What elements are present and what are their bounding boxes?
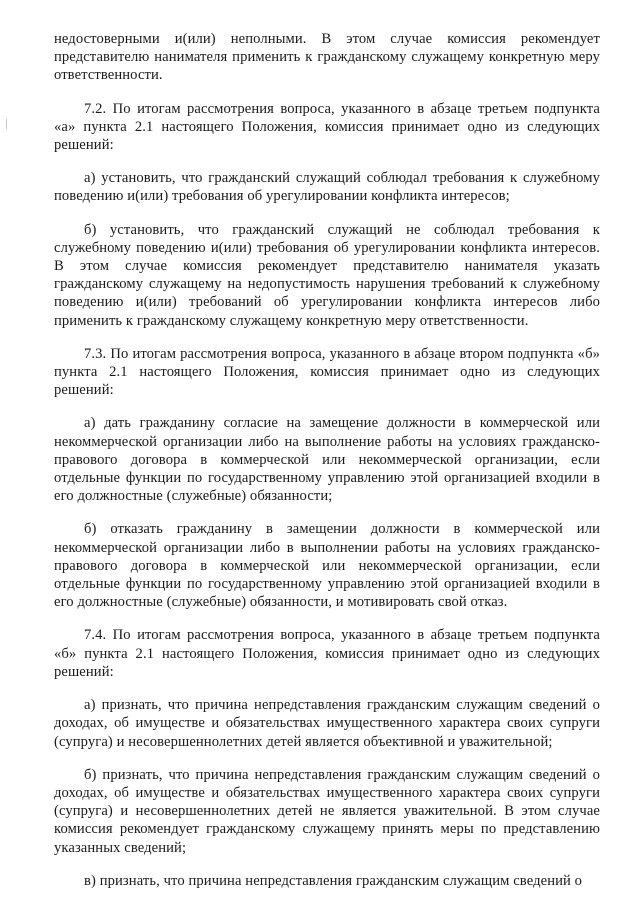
scan-margin-mark [6,119,7,129]
paragraph-7-3-a: а) дать гражданину согласие на замещение должности в коммерческой или некоммерческой организации либо на выполнение работы на условиях гражданско-правового договора в коммерческой или некоммерческой организации, если отдельные функции по государственному управлению этой организацией входили в его должностные (служебные) обязанности; [54,415,600,505]
paragraph-7-4-b: б) признать, что причина непредставления гражданским служащим сведений о доходах, об имуществе и обязательствах имущественного характера своих супруги (супруга) и несовершеннолетних детей не является уважительной. В этом случае комиссия рекомендует гражданскому служащему принять меры по представлению указанных сведений; [54,766,600,856]
paragraph-7-4: 7.4. По итогам рассмотрения вопроса, указанного в абзаце третьем подпункта «б» пункта 2.1 настоящего Положения, комиссия принимает одно из следующих решений: [54,627,600,680]
paragraph-7-4-a: а) признать, что причина непредставления гражданским служащим сведений о доходах, об имуществе и обязательствах имущественного характера своих супруги (супруга) и несовершеннолетних детей является объективной и уважительной; [54,697,600,750]
paragraph-7-2: 7.2. По итогам рассмотрения вопроса, указанного в абзаце третьем подпункта «а» пункта 2.1 настоящего Положения, комиссия принимает одно из следующих решений: [54,100,600,154]
paragraph-7-2-a: а) установить, что гражданский служащий соблюдал требования к служебному поведению и(или) требования об урегулировании конфликта интересов; [54,170,600,205]
text-column [54,30,600,890]
paragraph-7-3: 7.3. По итогам рассмотрения вопроса, указанного в абзаце втором подпункта «б» пункта 2.1 настоящего Положения, комиссия принимает одно из следующих решений: [54,345,600,399]
paragraph-7-3-b: б) отказать гражданину в замещении должности в коммерческой или некоммерческой организации либо в выполнении работы на условиях гражданско-правового договора в коммерческой или некоммерческой организации, если отдельные функции по государственному управлению этой организацией входили в его должностные (служебные) обязанности, и мотивировать свой отказ. [54,521,600,611]
paragraph-7-4-v: в) признать, что причина непредставления гражданским служащим сведений о [84,872,583,889]
paragraph-7-2-b: б) установить, что гражданский служащий не соблюдал требования к служебному поведению и(или) требования об урегулировании конфликта интересов. В этом случае комиссия рекомендует представителю нанимателя указать гражданскому служащему на недопустимость нарушения требований к служебному поведению и(или) требований об урегулировании конфликта интересов либо применить к гражданскому служащему конкретную меру ответственности. [54,221,600,329]
paragraph-continuation: недостоверными и(или) неполными. В этом случае комиссия рекомендует представителю нанимателя применить к гражданскому служащему конкретную меру ответственности. [54,31,600,84]
